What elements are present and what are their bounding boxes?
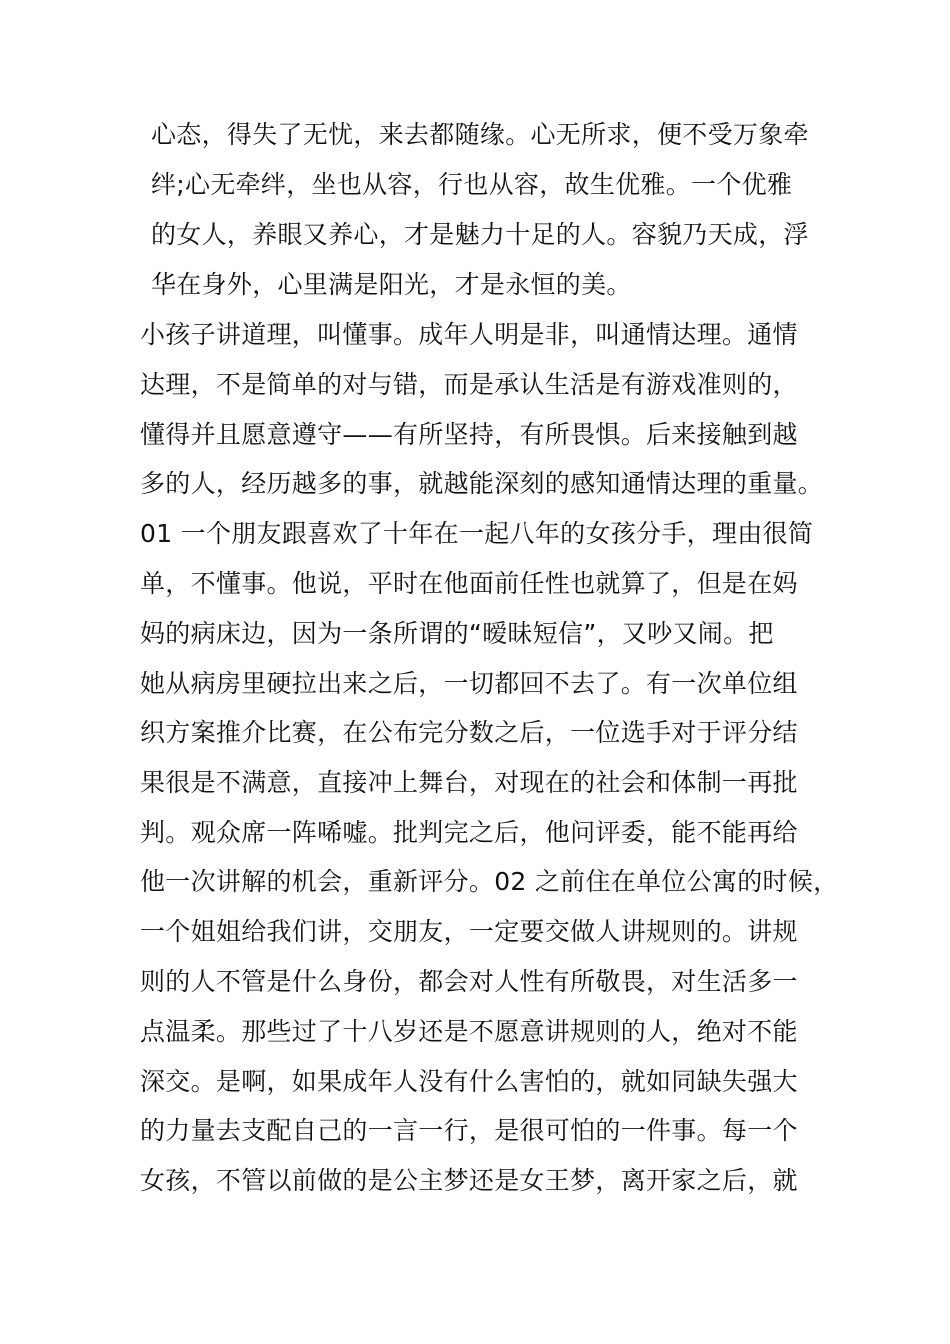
text-line: 绊;心无牵绊，坐也从容，行也从容，故生优雅。一个优雅 xyxy=(151,170,793,199)
text-line: 判。观众席一阵唏嘘。批判完之后，他问评委，能不能再给 xyxy=(140,818,798,847)
text-line: 则的人不管是什么身份，都会对人性有所敬畏，对生活多一 xyxy=(140,967,798,996)
text-line: 他一次讲解的机会，重新评分。02 之前住在单位公寓的时候， xyxy=(140,867,839,896)
text-line: 一个姐姐给我们讲，交朋友，一定要交做人讲规则的。讲规 xyxy=(140,917,798,946)
text-line: 女孩，不管以前做的是公主梦还是女王梦，离开家之后，就 xyxy=(140,1166,798,1195)
text-line: 妈的病床边，因为一条所谓的“暧昧短信”，又吵又闹。把 xyxy=(140,619,774,648)
text-line: 心态，得失了无忧，来去都随缘。心无所求，便不受万象牵 xyxy=(151,120,809,149)
text-line: 懂得并且愿意遵守——有所坚持，有所畏惧。后来接触到越 xyxy=(140,420,798,449)
text-line: 织方案推介比赛，在公布完分数之后，一位选手对于评分结 xyxy=(140,718,798,747)
text-line: 深交。是啊，如果成年人没有什么害怕的，就如同缺失强大 xyxy=(140,1067,798,1096)
text-line: 小孩子讲道理，叫懂事。成年人明是非，叫通情达理。通情 xyxy=(140,320,798,349)
text-line: 01 一个朋友跟喜欢了十年在一起八年的女孩分手，理由很简 xyxy=(140,519,814,548)
text-line: 点温柔。那些过了十八岁还是不愿意讲规则的人，绝对不能 xyxy=(140,1017,798,1046)
text-line: 达理，不是简单的对与错，而是承认生活是有游戏准则的， xyxy=(140,370,798,399)
text-line: 的力量去支配自己的一言一行，是很可怕的一件事。每一个 xyxy=(140,1116,798,1145)
text-line: 她从病房里硬拉出来之后，一切都回不去了。有一次单位组 xyxy=(140,669,798,698)
text-line: 单，不懂事。他说，平时在他面前任性也就算了，但是在妈 xyxy=(140,569,798,598)
text-line: 多的人，经历越多的事，就越能深刻的感知通情达理的重量。 xyxy=(140,469,824,498)
text-line: 果很是不满意，直接冲上舞台，对现在的社会和体制一再批 xyxy=(140,768,798,797)
text-line: 的女人，养眼又养心，才是魅力十足的人。容貌乃天成，浮 xyxy=(151,220,809,249)
text-line: 华在身外，心里满是阳光，才是永恒的美。 xyxy=(151,270,632,299)
